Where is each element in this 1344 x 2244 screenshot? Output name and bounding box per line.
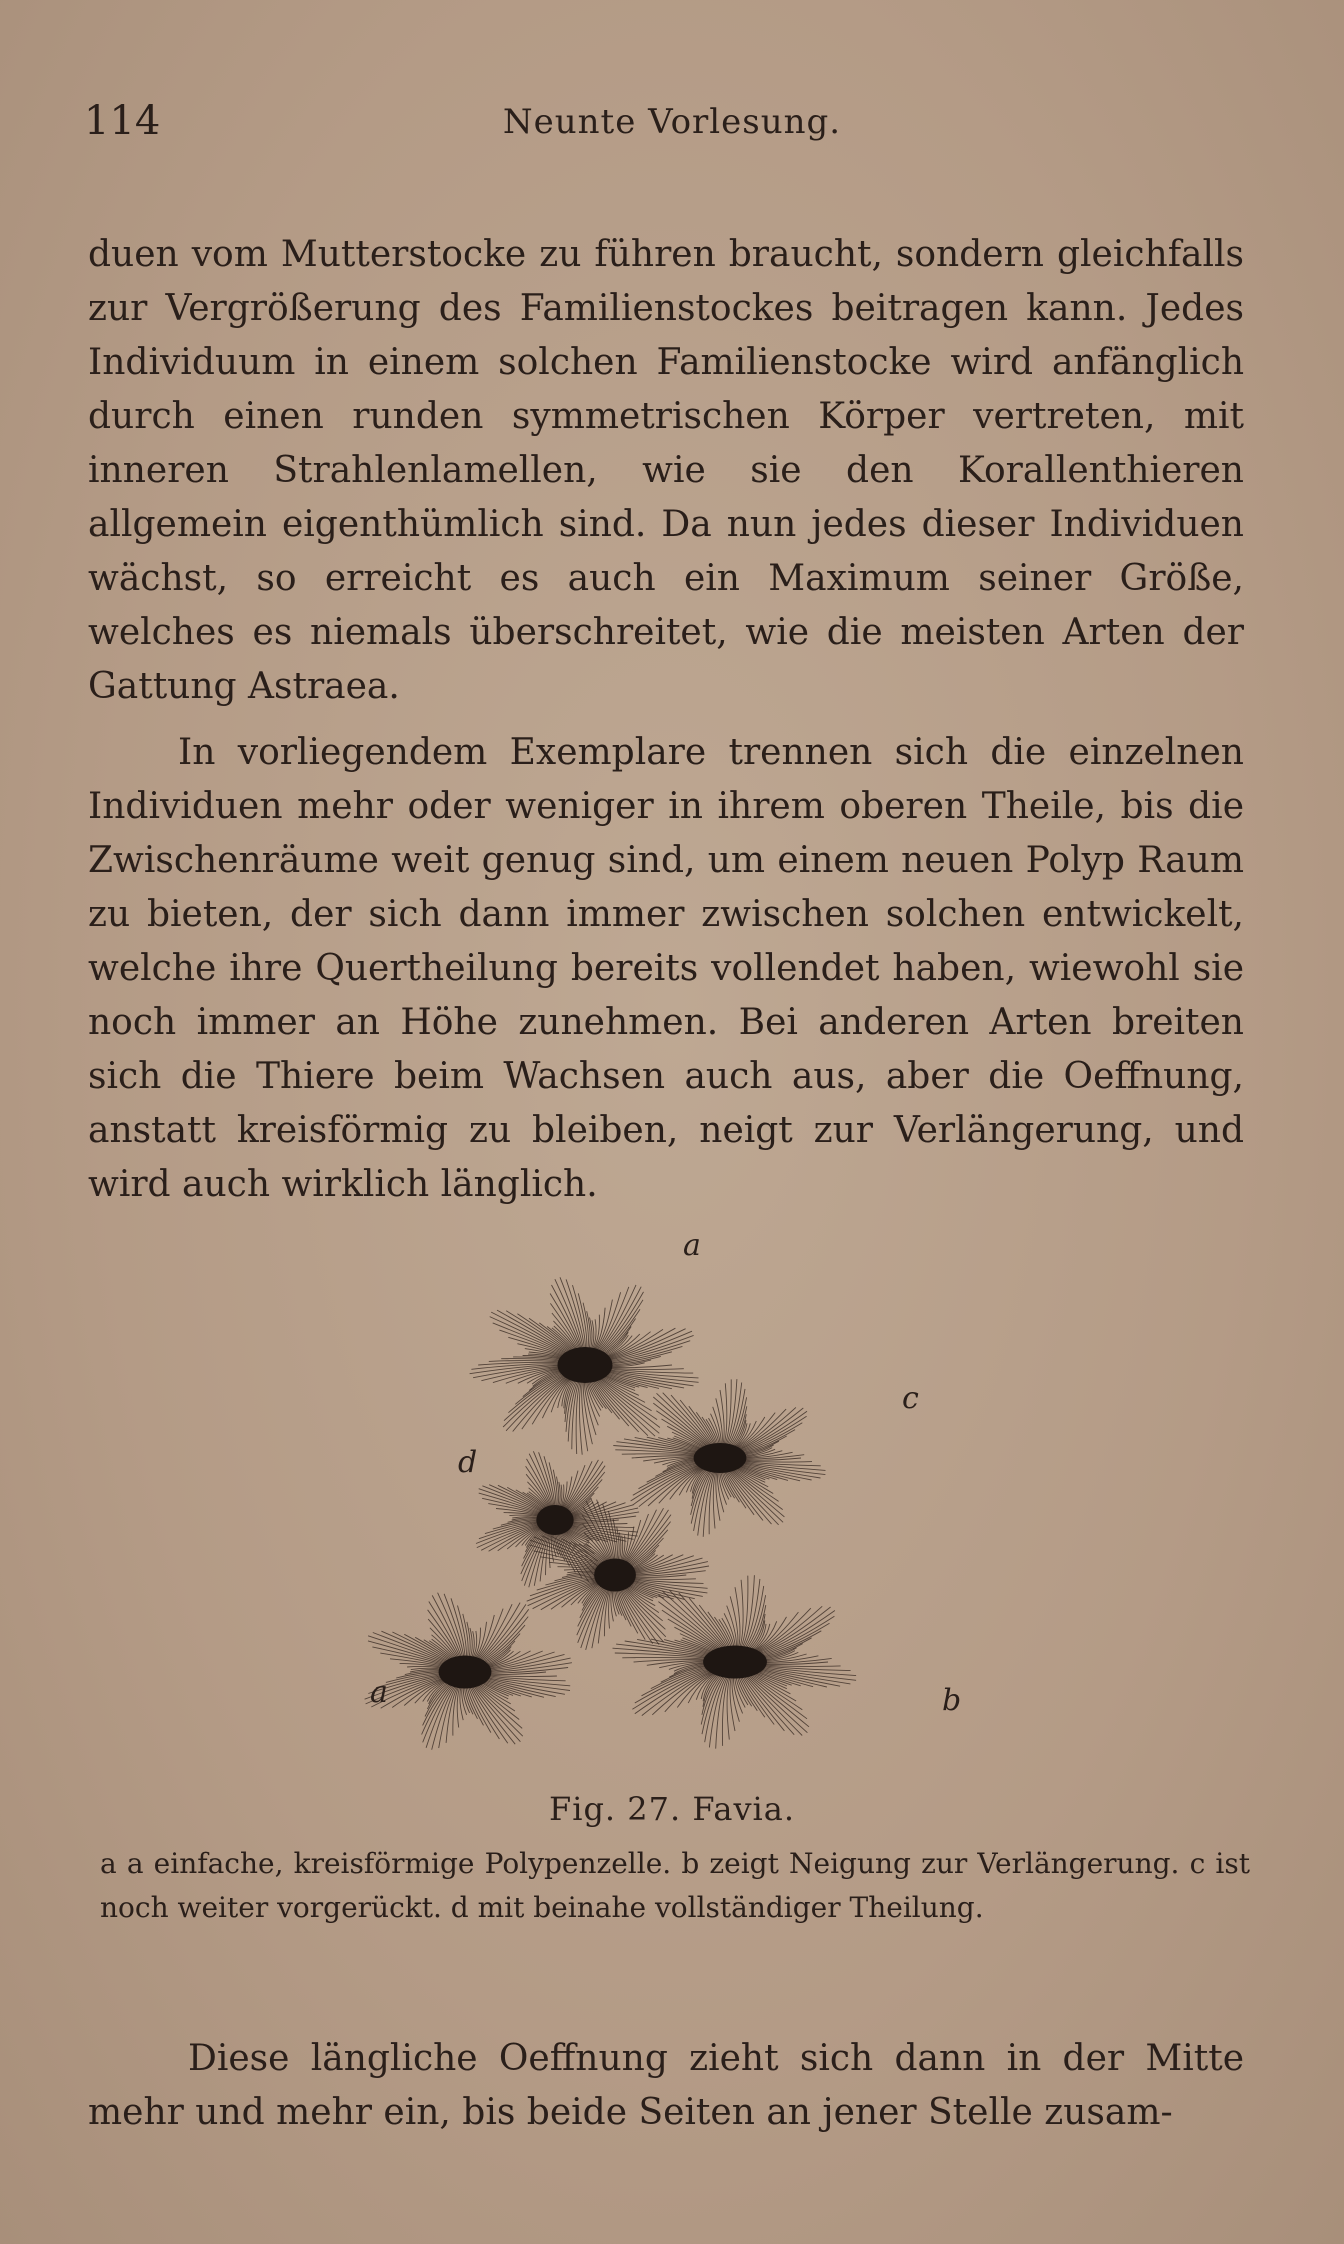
figure-caption-title: Fig. 27. Favia. bbox=[549, 1790, 795, 1828]
polyp-core bbox=[594, 1559, 636, 1592]
label-b: b bbox=[942, 1683, 962, 1718]
coral-engraving bbox=[360, 1230, 980, 1790]
favia-illustration bbox=[360, 1230, 980, 1790]
label-top-a: a bbox=[683, 1230, 701, 1263]
paragraph-1: duen vom Mutterstocke zu führen braucht, sondern gleichfalls zur Vergrößerung des Familienstockes beitragen kann. Jedes Individuum in einem solchen Familienstocke wird anfänglich durch einen runden symmetrischen Körper vertreten, mit inneren Strahlenlamellen, wie sie den Korallenthieren allgemein eigenthümlich sind. Da nun jedes dieser Individuen wächst, so erreicht es auch ein Maximum seiner Größe, welches es niemals überschreitet, wie die meisten Arten der Gattung Astraea. bbox=[88, 234, 1244, 707]
polyp-core bbox=[558, 1347, 613, 1383]
paragraph-2: In vorliegendem Exemplare trennen sich die einzelnen Individuen mehr oder weniger in ihrem oberen Theile, bis die Zwischenräume weit genug sind, um einem neuen Polyp Raum zu bieten, der sich dann immer zwischen solchen entwickelt, welche ihre Quertheilung bereits vollendet haben, wiewohl sie noch immer an Höhe zunehmen. Bei anderen Arten breiten sich die Thiere beim Wachsen auch aus, aber die Oeffnung, anstatt kreisförmig zu bleiben, neigt zur Verlängerung, und wird auch wirklich länglich. bbox=[88, 732, 1244, 1205]
running-title: Neunte Vorlesung. bbox=[502, 102, 842, 142]
polyp-core bbox=[536, 1505, 573, 1535]
figure-caption-text: a a einfache, kreisförmige Polypenzelle. b zeigt Neigung zur Verlängerung. c ist noch weiter vorgerückt. d mit beinahe vollständiger Theilung. bbox=[100, 1847, 1250, 1924]
paragraph-3: Diese längliche Oeffnung zieht sich dann in der Mitte mehr und mehr ein, bis beide Seiten an jener Stelle zusam- bbox=[88, 2038, 1244, 2133]
page-header bbox=[84, 98, 1260, 148]
label-c: c bbox=[902, 1381, 919, 1416]
page-number: 114 bbox=[84, 98, 161, 144]
polyp-core bbox=[703, 1646, 767, 1679]
label-bottom-a: a bbox=[370, 1675, 388, 1710]
polyp-core bbox=[694, 1443, 747, 1473]
label-d: d bbox=[458, 1445, 478, 1480]
polyp-core bbox=[439, 1656, 492, 1689]
